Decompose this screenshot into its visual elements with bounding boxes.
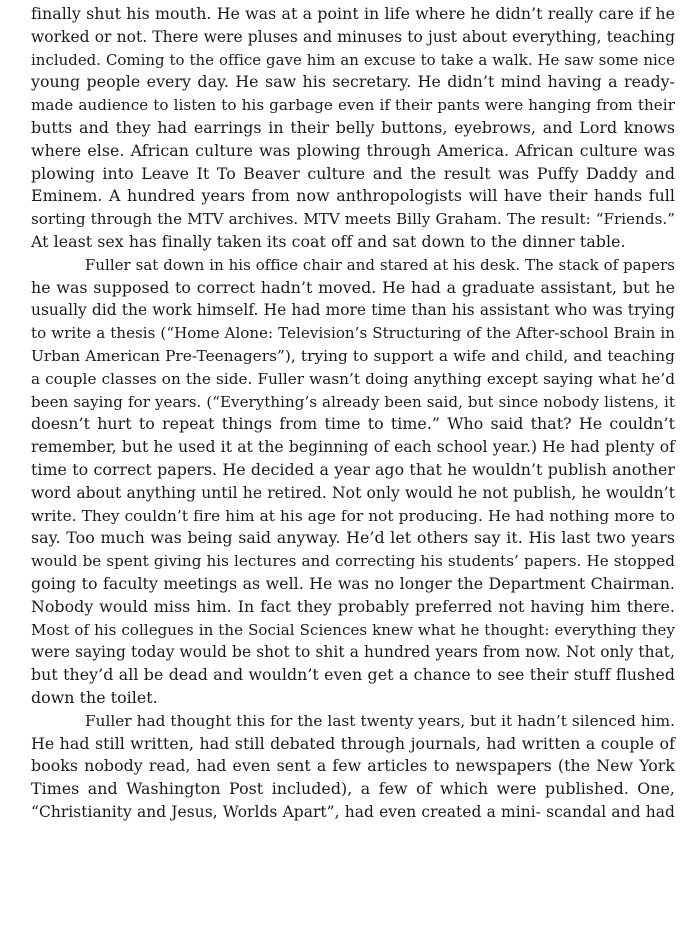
text-line: say. Too much was being said anyway. He’d let others say it. His last two years [31, 528, 675, 548]
document-page [31, 3, 675, 824]
text-line: At least sex has finally taken its coat off and sat down to the dinner table. [31, 231, 626, 251]
text-line: a couple classes on the side. Fuller wasn’t doing anything except saying what he’d [31, 369, 675, 388]
paragraph-2 [31, 254, 675, 710]
text-line: write. They couldn’t fire him at his age for not producing. He had nothing more to [31, 506, 675, 525]
text-line: made audience to listen to his garbage even if their pants were hanging from their [31, 96, 675, 115]
text-line: plowing into Leave It To Beaver culture and the result was Puffy Daddy and [31, 163, 675, 183]
text-line: finally shut his mouth. He was at a point in life where he didn’t really care if he [31, 4, 675, 23]
text-line: Fuller sat down in his office chair and stared at his desk. The stack of papers [85, 255, 675, 274]
text-line: included. Coming to the office gave him an excuse to take a walk. He saw some nice [31, 50, 675, 69]
paragraph-1 [31, 3, 675, 254]
text-line: Eminem. A hundred years from now anthropologists will have their hands full [31, 186, 675, 206]
text-line: Nobody would miss him. In fact they probably preferred not having him there. [31, 596, 675, 616]
text-line: worked or not. There were pluses and minuses to just about everything, teaching [31, 27, 675, 46]
text-line: usually did the work himself. He had more time than his assistant who was trying [31, 301, 675, 320]
text-line: but they’d all be dead and wouldn’t even get a chance to see their stuff flushed [31, 665, 675, 685]
text-line: Times and Washington Post included), a few of which were published. One, [31, 779, 675, 799]
text-line: word about anything until he retired. Not only would he not publish, he wouldn’t [31, 483, 675, 502]
text-line: Urban American Pre-Teenagers”), trying to support a wife and child, and teaching [31, 346, 675, 365]
text-line: young people every day. He saw his secretary. He didn’t mind having a ready- [31, 72, 675, 92]
text-line: Fuller had thought this for the last twenty years, but it hadn’t silenced him. [85, 711, 675, 730]
text-line: to write a thesis (“Home Alone: Television’s Structuring of the After-school Brain in [31, 324, 675, 343]
text-line: down the toilet. [31, 687, 158, 707]
text-line: doesn’t hurt to repeat things from time to time.” Who said that? He couldn’t [31, 414, 675, 434]
text-line: been saying for years. (“Everything’s already been said, but since nobody listens, it [31, 392, 675, 411]
text-line: Most of his collegues in the Social Sciences knew what he thought: everything they [31, 620, 675, 639]
paragraph-3 [31, 710, 675, 824]
text-line: books nobody read, had even sent a few articles to newspapers (the New York [31, 756, 675, 776]
text-line: time to correct papers. He decided a year ago that he wouldn’t publish another [31, 459, 675, 479]
text-line: he was supposed to correct hadn’t moved. He had a graduate assistant, but he [31, 277, 675, 297]
text-line: were saying today would be shot to shit a hundred years from now. Not only that, [31, 643, 675, 662]
text-line: would be spent giving his lectures and correcting his students’ papers. He stopped [31, 552, 675, 571]
text-line: “Christianity and Jesus, Worlds Apart”, had even created a mini- scandal and had [31, 802, 675, 821]
text-line: going to faculty meetings as well. He was no longer the Department Chairman. [31, 573, 675, 593]
text-line: sorting through the MTV archives. MTV meets Billy Graham. The result: “Friends.” [31, 210, 675, 229]
text-line: He had still written, had still debated through journals, had written a couple of [31, 733, 675, 753]
text-line: where else. African culture was plowing through America. African culture was [31, 140, 675, 160]
text-line: butts and they had earrings in their belly buttons, eyebrows, and Lord knows [31, 117, 675, 137]
text-line: remember, but he used it at the beginning of each school year.) He had plenty of [31, 438, 675, 457]
